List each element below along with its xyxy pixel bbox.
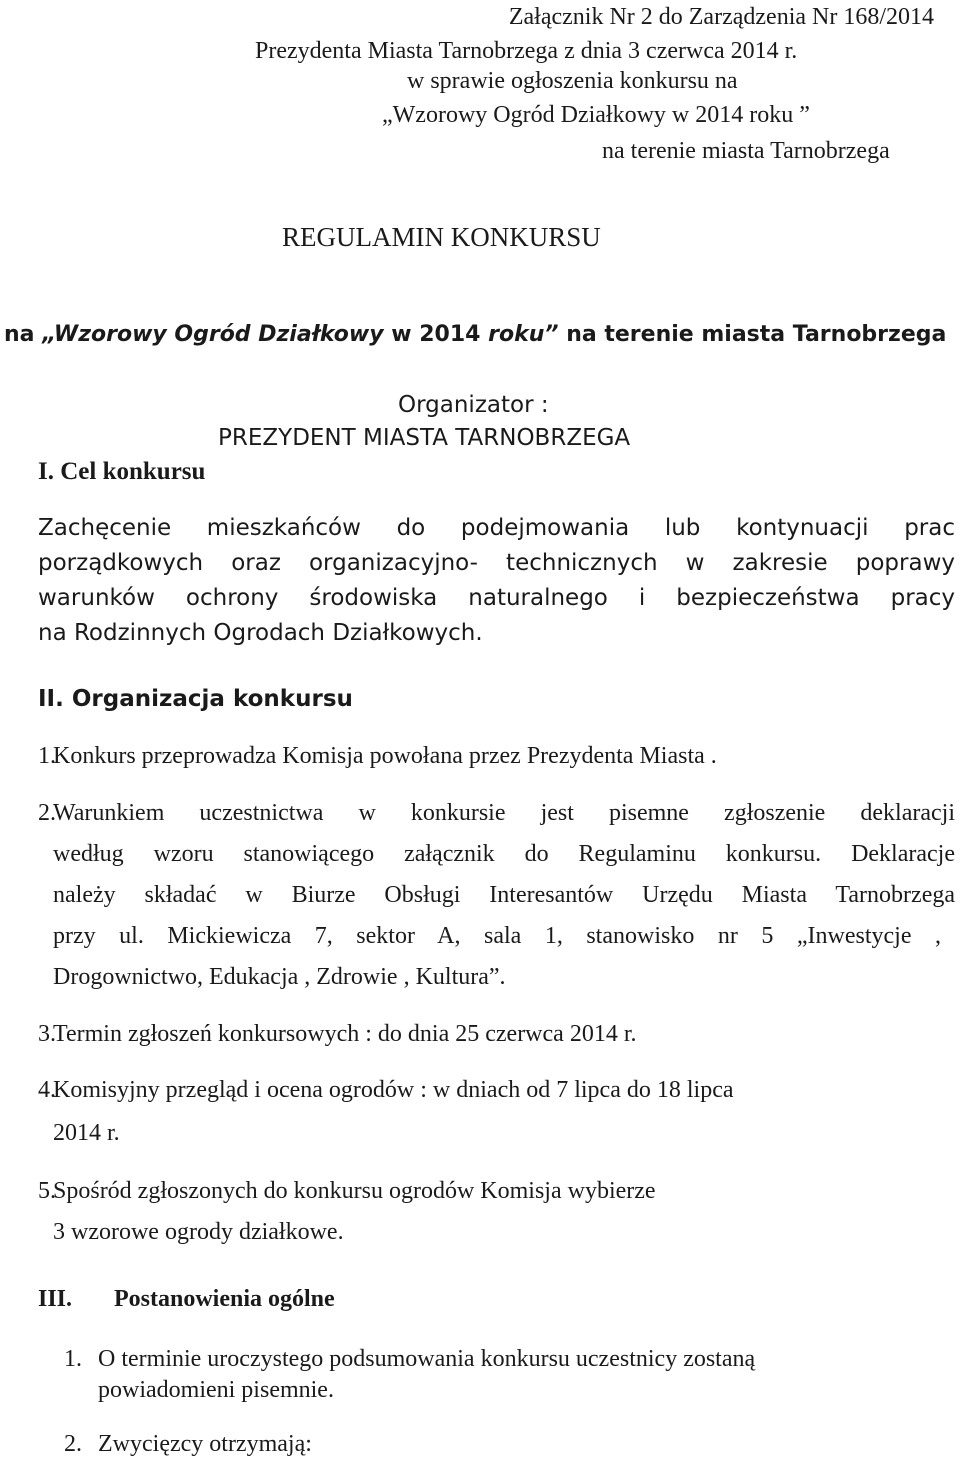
subtitle-suffix: na terenie miasta Tarnobrzega: [558, 322, 947, 347]
section-1-line-2: porządkowych oraz organizacyjno- technicznych w zakresie poprawy: [38, 550, 955, 576]
section-3-item-1-line-2: powiadomieni pisemnie.: [98, 1377, 334, 1403]
organizer-label: Organizator :: [398, 392, 549, 418]
header-line-3: w sprawie ogłoszenia konkursu na: [407, 68, 738, 94]
document-title: REGULAMIN KONKURSU: [282, 222, 601, 252]
section-2-item-5-line-2: 3 wzorowe ogrody działkowe.: [53, 1219, 344, 1245]
section-2-item-2-line-5: Drogownictwo, Edukacja , Zdrowie , Kultura”.: [53, 964, 506, 990]
subtitle-italic: „Wzorowy Ogród Działkowy: [42, 322, 384, 347]
section-1-line-4: na Rodzinnych Ogrodach Działkowych.: [38, 620, 483, 646]
subtitle-italic-2: roku”: [488, 322, 559, 347]
section-3-item-1-num: 1.: [64, 1346, 82, 1372]
header-line-5: na terenie miasta Tarnobrzega: [602, 138, 890, 164]
section-2-item-2-line-4: przy ul. Mickiewicza 7, sektor A, sala 1, stanowisko nr 5 „Inwestycje ,: [53, 923, 941, 949]
section-1-heading: I. Cel konkursu: [38, 458, 206, 485]
header-line-1: Załącznik Nr 2 do Zarządzenia Nr 168/2014: [508, 4, 934, 30]
section-2-item-1-num: 1.: [38, 743, 56, 769]
header-line-2: Prezydenta Miasta Tarnobrzega z dnia 3 czerwca 2014 r.: [255, 38, 798, 64]
section-2-item-1-text: Konkurs przeprowadza Komisja powołana przez Prezydenta Miasta .: [53, 743, 717, 769]
section-2-item-4-num: 4.: [38, 1077, 56, 1103]
section-1-line-1: Zachęcenie mieszkańców do podejmowania lub kontynuacji prac: [38, 515, 955, 541]
subtitle-middle: w 2014: [383, 322, 489, 347]
section-3-item-2-text: Zwycięzcy otrzymają:: [98, 1431, 312, 1457]
section-2-item-2-num: 2.: [38, 800, 56, 826]
section-2-item-3-num: 3.: [38, 1021, 56, 1047]
document-subtitle: [4, 322, 946, 347]
section-3-item-2-num: 2.: [64, 1431, 82, 1457]
organizer-name: PREZYDENT MIASTA TARNOBRZEGA: [218, 425, 631, 451]
section-3-heading: Postanowienia ogólne: [114, 1286, 335, 1312]
section-2-item-5-num: 5.: [38, 1178, 56, 1204]
section-2-item-4-line-1: Komisyjny przegląd i ocena ogrodów : w dniach od 7 lipca do 18 lipca: [53, 1077, 734, 1103]
section-2-item-2-line-3: należy składać w Biurze Obsługi Interesantów Urzędu Miasta Tarnobrzega: [53, 882, 955, 908]
section-3-num: III.: [38, 1286, 73, 1312]
section-3-item-1-line-1: O terminie uroczystego podsumowania konkursu uczestnicy zostaną: [98, 1346, 756, 1372]
section-2-item-4-line-2: 2014 r.: [53, 1120, 120, 1146]
section-2-item-5-line-1: Spośród zgłoszonych do konkursu ogrodów Komisja wybierze: [53, 1178, 656, 1204]
section-2-item-2-line-2: według wzoru stanowiącego załącznik do Regulaminu konkursu. Deklaracje: [53, 841, 955, 867]
section-2-heading: II. Organizacja konkursu: [38, 686, 353, 712]
section-2-item-2-line-1: Warunkiem uczestnictwa w konkursie jest pisemne zgłoszenie deklaracji: [53, 800, 955, 826]
subtitle-prefix: na: [4, 322, 43, 347]
section-2-item-3-text: Termin zgłoszeń konkursowych : do dnia 25 czerwca 2014 r.: [53, 1021, 637, 1047]
header-line-4: „Wzorowy Ogród Działkowy w 2014 roku ”: [382, 102, 810, 128]
section-1-line-3: warunków ochrony środowiska naturalnego i bezpieczeństwa pracy: [38, 585, 955, 611]
